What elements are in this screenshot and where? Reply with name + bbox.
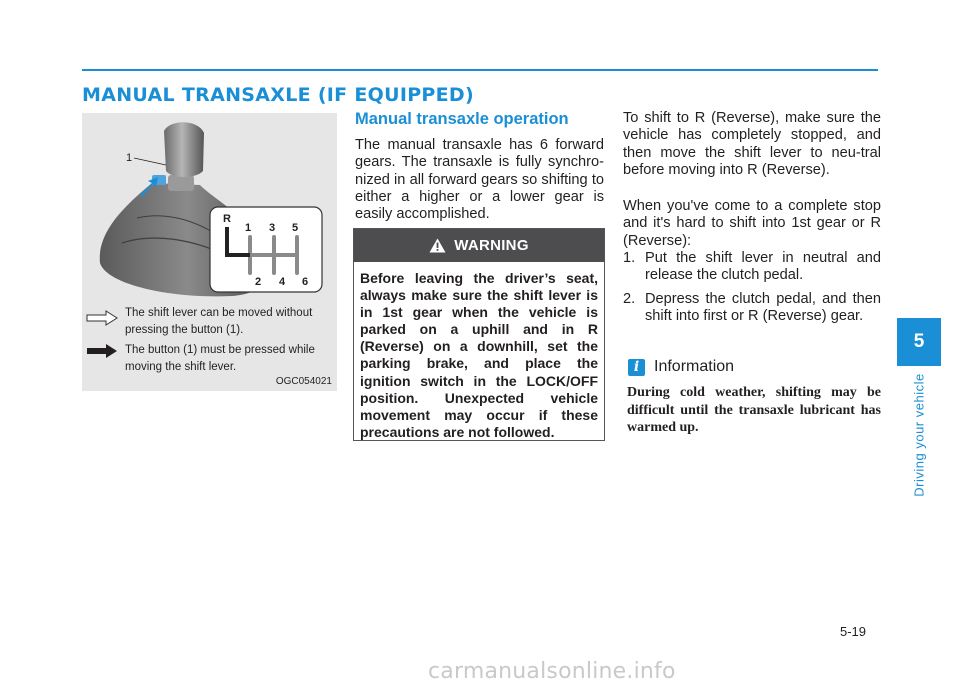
operation-heading: Manual transaxle operation xyxy=(355,110,569,128)
figure-code: OGC054021 xyxy=(275,376,332,387)
gear-1: 1 xyxy=(245,222,252,234)
chapter-tab: 5 xyxy=(897,318,941,366)
information-icon: i xyxy=(628,359,645,376)
warning-title: WARNING xyxy=(454,237,529,254)
warning-header xyxy=(354,229,604,262)
step-number: 1. xyxy=(623,250,636,266)
section-title: MANUAL TRANSAXLE (IF EQUIPPED) xyxy=(82,84,474,106)
gear-5: 5 xyxy=(292,222,299,234)
gear-2: 2 xyxy=(255,276,262,288)
gear-3: 3 xyxy=(269,222,276,234)
warning-triangle-icon xyxy=(429,238,446,253)
chapter-label: Driving your vehicle xyxy=(911,373,927,497)
information-text: During cold weather, shifting may be difficult until the transaxle lubricant has warmed up. xyxy=(627,385,881,435)
step-text: Put the shift lever in neutral and release the clutch pedal. xyxy=(645,250,881,284)
reverse-paragraph: To shift to R (Reverse), make sure the vehicle has completely stopped, and then move the shift lever to neu-tral before moving into R (Reverse). xyxy=(623,110,881,178)
gear-r: R xyxy=(223,213,231,225)
list-item xyxy=(623,250,881,285)
top-rule xyxy=(82,69,878,71)
stop-paragraph: When you've come to a complete stop and it's hard to shift into 1st gear or R (Reverse): xyxy=(623,198,881,249)
gear-4: 4 xyxy=(279,276,286,288)
warning-text: Before leaving the driver’s seat, always make sure the shift lever is in 1st gear when the vehicle is parked on a uphill and in R (Reverse) on a downhill, set the parking brake, and place the ignition switch in the LOCK/OFF position. Unexpected vehicle movement may occur if these precautions are not followed. xyxy=(360,270,598,440)
gear-6: 6 xyxy=(302,276,309,288)
information-heading xyxy=(628,358,734,376)
watermark: carmanualsonline.info xyxy=(428,659,676,684)
page-number: 5-19 xyxy=(840,624,867,639)
list-item xyxy=(623,291,881,326)
warning-box xyxy=(353,228,605,441)
legend-text-solid: The button (1) must be pressed while moving the shift lever. xyxy=(125,344,315,373)
shift-lever-illustration xyxy=(82,113,337,299)
step-text: Depress the clutch pedal, and then shift into first or R (Reverse) gear. xyxy=(645,290,881,324)
callout-number: 1 xyxy=(126,152,133,164)
information-title: Information xyxy=(654,358,735,375)
outline-arrow-icon xyxy=(86,310,118,326)
legend-text-outline: The shift lever can be moved without pressing the button (1). xyxy=(125,307,313,336)
step-number: 2. xyxy=(623,290,636,307)
shift-lever-figure xyxy=(82,113,337,391)
steps-list xyxy=(623,250,881,331)
operation-paragraph: The manual transaxle has 6 forward gears. The transaxle is fully synchro-nized in all forward gears so shifting to either a higher or a lower gear is easily accomplished. xyxy=(355,137,604,223)
solid-arrow-icon xyxy=(86,343,118,359)
